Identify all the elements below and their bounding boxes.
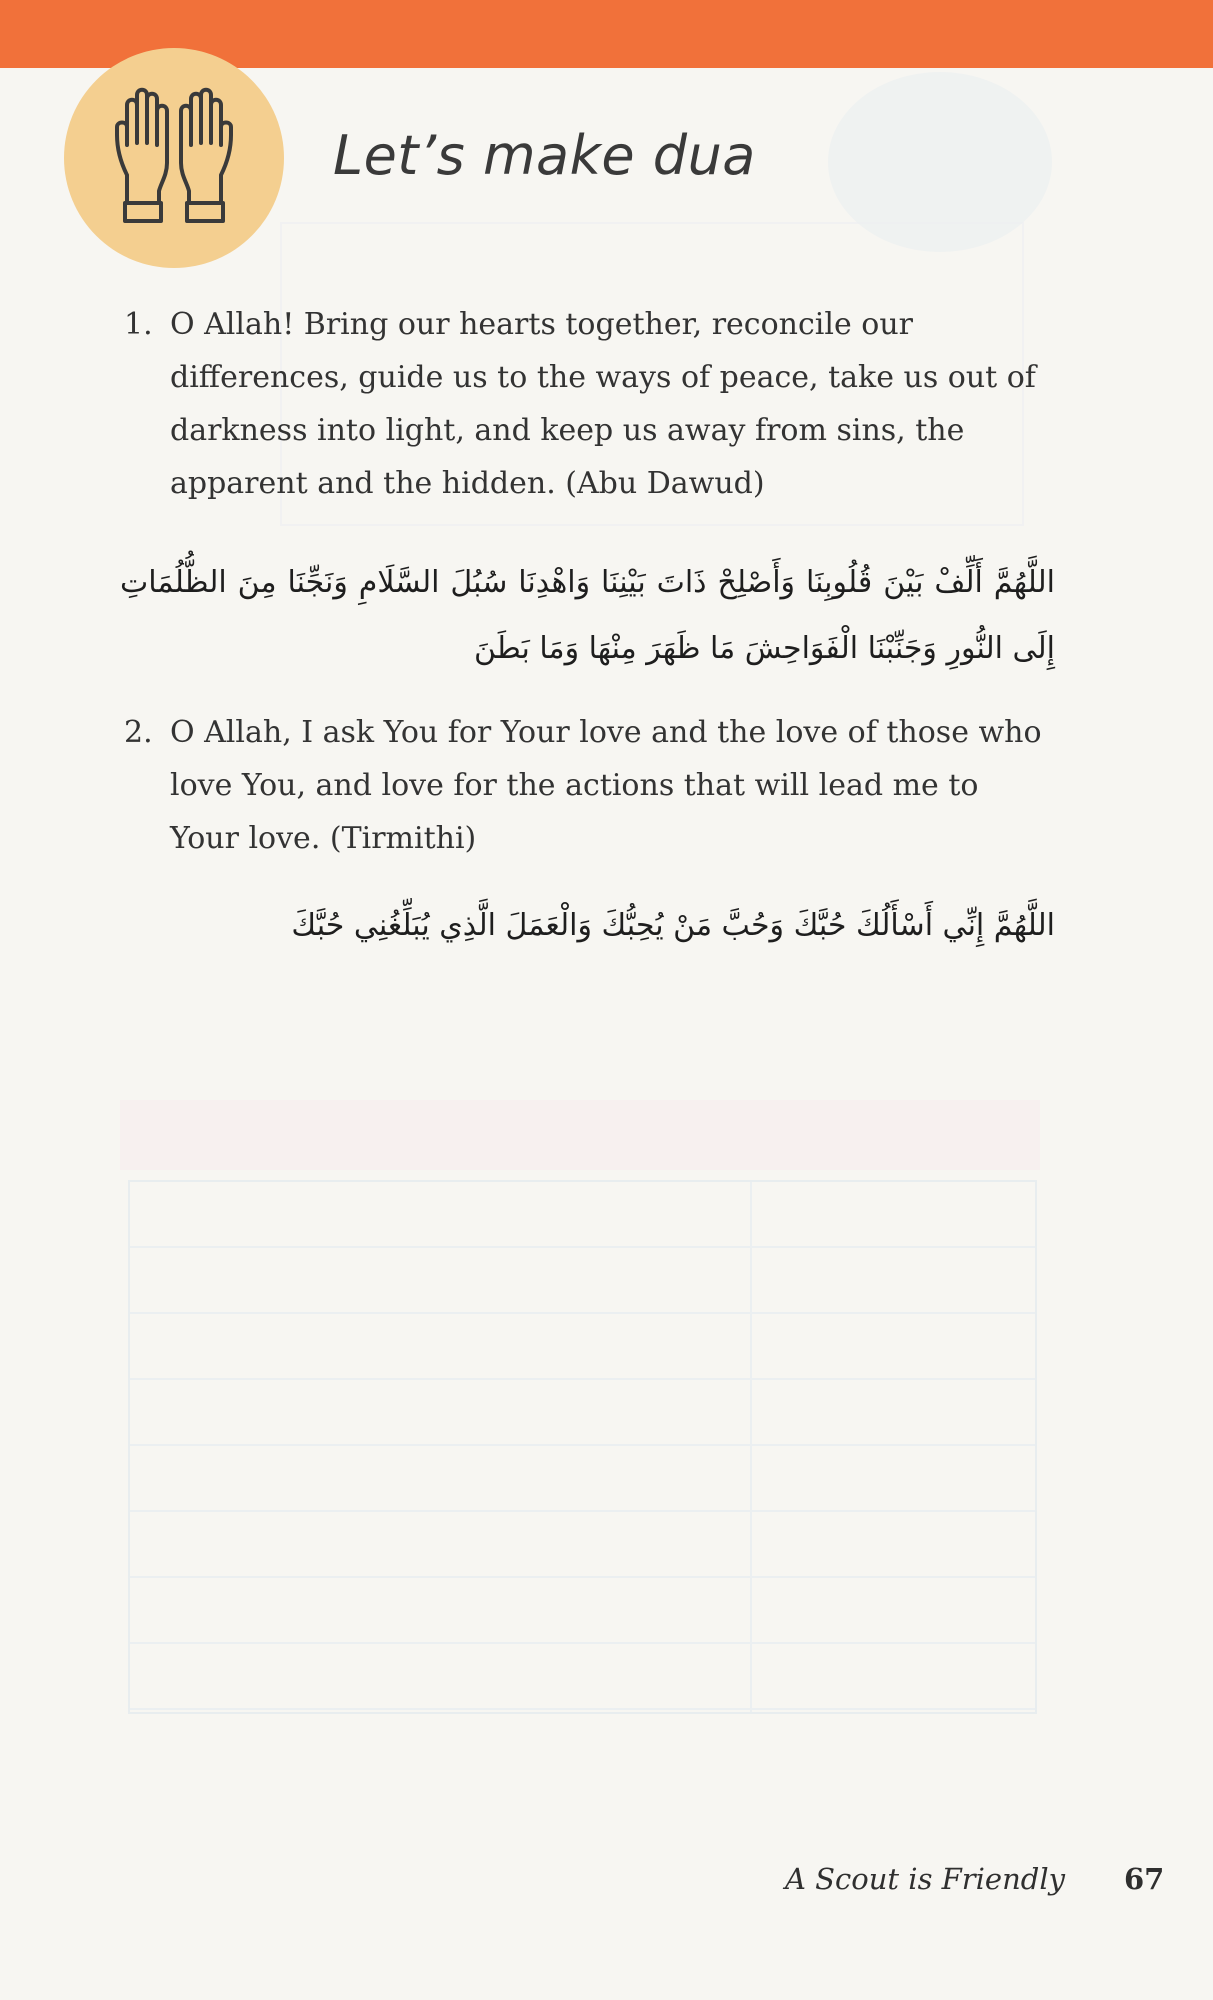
dua-number: 2. <box>124 715 153 750</box>
dua-arabic-text: اللَّهُمَّ أَلِّفْ بَيْنَ قُلُوبِنَا وَأَصْلِحْ ذَاتَ بَيْنِنَا وَاهْدِنَا سُبُلَ السَّلَامِ وَنَجِّنَا مِنَ الظُّلُمَاتِ إِلَى النُّورِ وَجَنِّبْنَا الْفَوَاحِشَ مَا ظَهَرَ مِنْهَا وَمَا بَطَنَ <box>120 565 1055 666</box>
show-through-circle <box>828 72 1052 252</box>
footer-section-title: A Scout is Friendly <box>785 1862 1065 1896</box>
dua-translation: O Allah, I ask You for Your love and the love of those who love You, and love for the actions that will lead me to Your love. (Tirmithi) <box>170 715 1042 856</box>
show-through-band <box>120 1100 1040 1170</box>
praying-hands-icon <box>99 83 249 233</box>
page-number: 67 <box>1124 1862 1165 1896</box>
dua-translation: O Allah! Bring our hearts together, reconcile our differences, guide us to the ways of peace, take us out of darkness into light, and keep us away from sins, the apparent and the hidden. (Abu Dawud) <box>170 307 1036 501</box>
dua-arabic-text: اللَّهُمَّ إِنِّي أَسْأَلُكَ حُبَّكَ وَحُبَّ مَنْ يُحِبُّكَ وَالْعَمَلَ الَّذِي يُبَلِّغُنِي حُبَّكَ <box>291 908 1055 943</box>
dua-item-1 <box>120 298 1055 682</box>
page-title: Let’s make dua <box>333 124 756 187</box>
dua-item-2 <box>120 706 1055 959</box>
dua-icon-badge <box>64 48 284 268</box>
dua-list <box>120 298 1055 959</box>
dua-number: 1. <box>124 307 153 342</box>
show-through-table <box>128 1180 1037 1714</box>
